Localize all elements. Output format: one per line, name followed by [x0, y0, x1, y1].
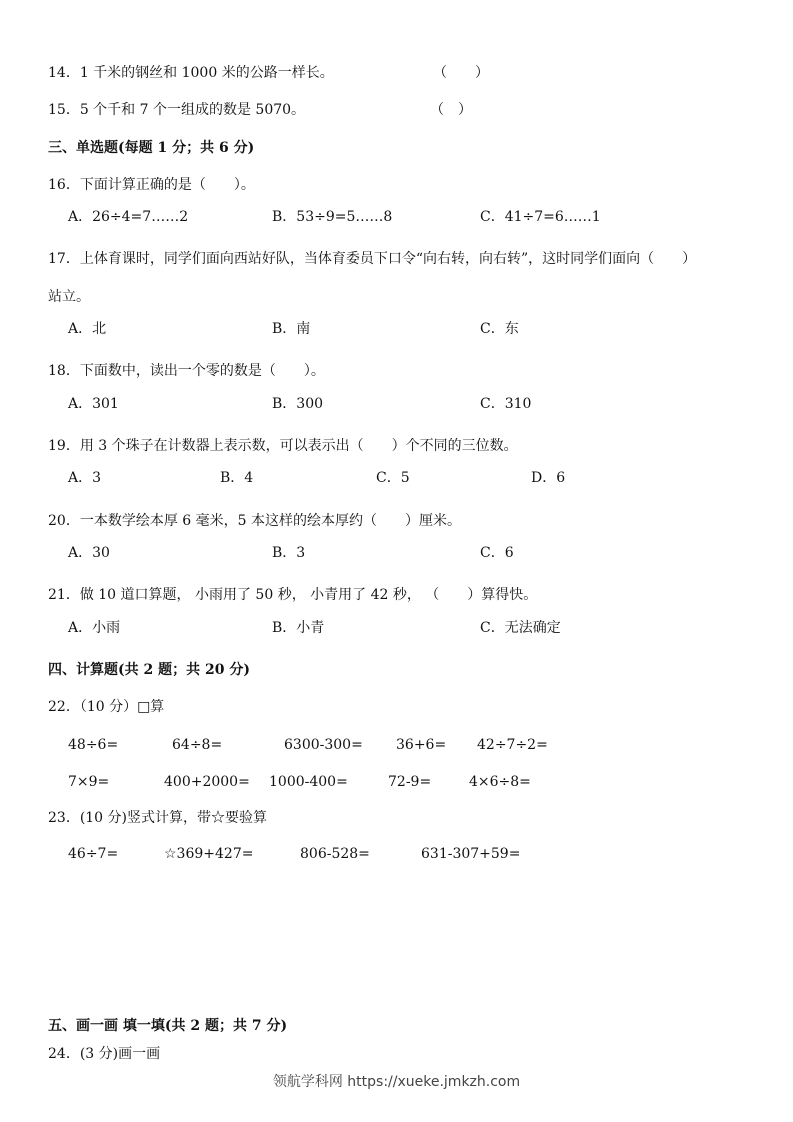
q19-option-a: A．3 — [68, 470, 102, 486]
q23-expr: 631-307+59= — [421, 846, 521, 862]
footer-watermark: 领航学科网 https://xueke.jmkzh.com — [272, 1074, 521, 1090]
q19-option-b: B．4 — [220, 470, 254, 486]
q23-expr: 46÷7= — [68, 846, 119, 862]
q16-option-a: A．26÷4=7……2 — [68, 209, 189, 225]
q21-stem: 21．做 10 道口算题， 小雨用了 50 秒， 小青用了 42 秒， （ ）算得快。 — [48, 587, 538, 603]
q16-option-b: B．53÷9=5……8 — [272, 209, 393, 225]
q21-option-c: C．无法确定 — [480, 620, 561, 636]
q21-option-b: B．小青 — [272, 620, 325, 636]
q20-option-b: B．3 — [272, 545, 306, 561]
q23-expr: ☆369+427= — [164, 846, 254, 862]
q17-option-c: C．东 — [480, 321, 519, 337]
section-4-heading: 四、计算题(共 2 题；共 20 分) — [48, 662, 250, 678]
q14-answer-blank: （ ） — [433, 65, 489, 81]
q22-expr: 72-9= — [388, 774, 432, 790]
q22-expr: 1000-400= — [269, 774, 348, 790]
q15-text: 15．5 个千和 7 个一组成的数是 5070。 — [48, 102, 306, 118]
q22-stem: 22．（10 分）□算 — [48, 699, 165, 715]
q20-option-a: A．30 — [68, 545, 110, 561]
q19-stem: 19．用 3 个珠子在计数器上表示数，可以表示出（ ）个不同的三位数。 — [48, 438, 518, 454]
section-5-heading: 五、画一画 填一填(共 2 题；共 7 分) — [48, 1018, 288, 1034]
q17-stem: 17．上体育课时，同学们面向西站好队，当体育委员下口令“向右转，向右转”，这时同学们面向（ ） — [48, 251, 697, 267]
q23-expr: 806-528= — [300, 846, 370, 862]
q16-option-c: C．41÷7=6……1 — [480, 209, 601, 225]
q22-expr: 400+2000= — [164, 774, 250, 790]
q18-option-c: C．310 — [480, 396, 532, 412]
q22-expr: 7×9= — [68, 774, 110, 790]
q18-option-a: A．301 — [68, 396, 119, 412]
q24-stem: 24．(3 分)画一画 — [48, 1046, 161, 1062]
q15-answer-blank: （ ） — [430, 102, 472, 118]
q17-option-b: B．南 — [272, 321, 311, 337]
q18-stem: 18．下面数中，读出一个零的数是（ ）。 — [48, 363, 325, 379]
q19-option-c: C．5 — [376, 470, 410, 486]
q22-expr: 64÷8= — [172, 737, 223, 753]
q22-expr: 6300-300= — [284, 737, 363, 753]
q20-stem: 20．一本数学绘本厚 6 毫米，5 本这样的绘本厚约（ ）厘米。 — [48, 513, 461, 529]
q22-expr: 42÷7÷2= — [477, 737, 548, 753]
q20-option-c: C．6 — [480, 545, 514, 561]
q17-stem-continued: 站立。 — [48, 289, 90, 305]
q22-expr: 4×6÷8= — [469, 774, 531, 790]
q17-option-a: A．北 — [68, 321, 107, 337]
q16-stem: 16．下面计算正确的是（ ）。 — [48, 177, 255, 193]
q23-stem: 23．(10 分)竖式计算，带☆要验算 — [48, 810, 268, 826]
section-3-heading: 三、单选题(每题 1 分；共 6 分) — [48, 140, 255, 156]
q22-expr: 36+6= — [396, 737, 447, 753]
q19-option-d: D．6 — [531, 470, 566, 486]
q22-expr: 48÷6= — [68, 737, 119, 753]
q21-option-a: A．小雨 — [68, 620, 121, 636]
q18-option-b: B．300 — [272, 396, 324, 412]
q14-text: 14．1 千米的钢丝和 1000 米的公路一样长。 — [48, 65, 334, 81]
